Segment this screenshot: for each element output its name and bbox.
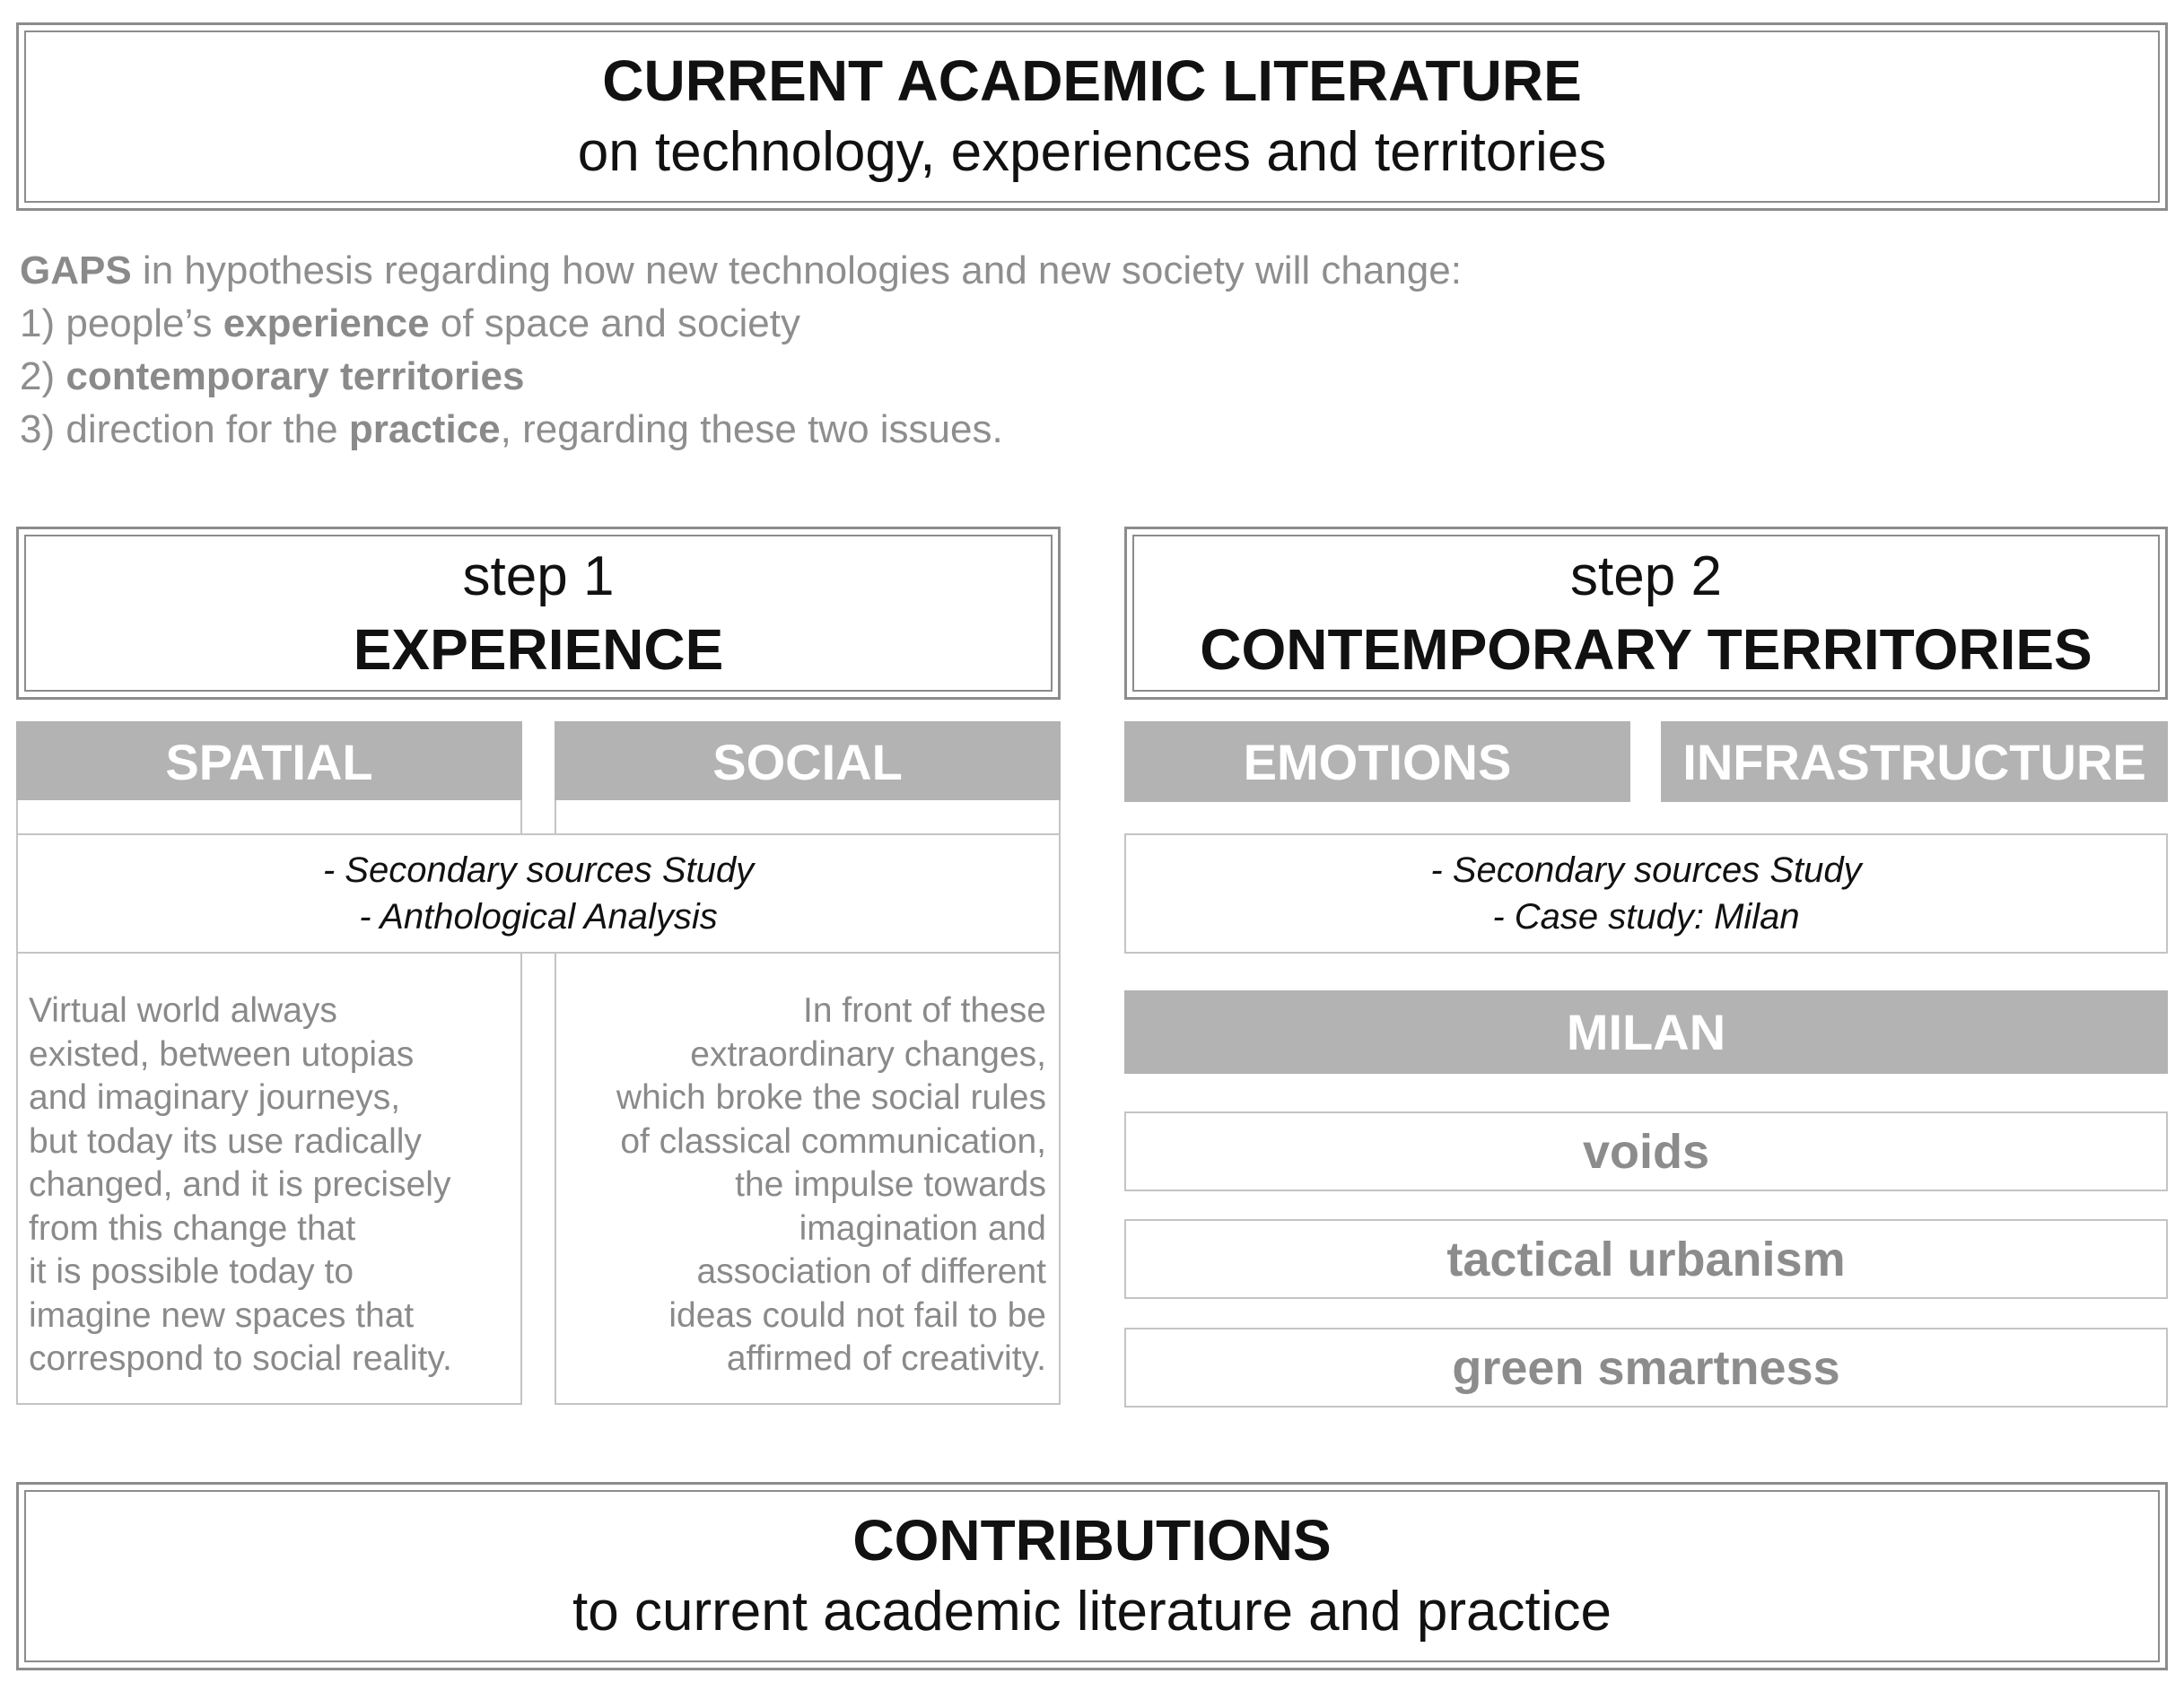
- gaps-1-bold: experience: [223, 301, 430, 345]
- spatial-line: Virtual world always: [29, 991, 337, 1030]
- header-title: CURRENT ACADEMIC LITERATURE: [602, 48, 1582, 113]
- social-line: affirmed of creativity.: [726, 1339, 1046, 1378]
- step2-box: [1124, 527, 2168, 700]
- social-line: ideas could not fail to be: [668, 1295, 1046, 1335]
- step1-method-2: - Anthological Analysis: [359, 897, 718, 937]
- spatial-line: changed, and it is precisely: [29, 1165, 451, 1204]
- social-line: which broke the social rules: [616, 1078, 1046, 1117]
- spatial-line: from this change that: [29, 1208, 356, 1248]
- milan-bar: MILAN: [1124, 990, 2168, 1074]
- header-box: [16, 22, 2168, 211]
- gaps-line-intro: [20, 244, 1725, 297]
- gaps-1-pre: 1) people’s: [20, 301, 223, 345]
- gaps-3-bold: practice: [348, 407, 501, 451]
- spatial-description: [29, 989, 510, 1382]
- step2-label: step 2: [1570, 545, 1722, 608]
- item-tactical-urbanism: tactical urbanism: [1124, 1219, 2168, 1299]
- gaps-line-1: [20, 297, 1725, 350]
- gaps-3-post: , regarding these two issues.: [500, 407, 1003, 451]
- step1-label: step 1: [462, 545, 615, 608]
- spatial-description-box: [16, 952, 522, 1405]
- gaps-line-3: [20, 403, 1725, 456]
- gaps-intro-rest: in hypothesis regarding how new technologies and new society will change:: [131, 248, 1462, 292]
- gaps-text: [20, 244, 1725, 456]
- tab-emotions: EMOTIONS: [1124, 721, 1630, 802]
- contributions-box: [16, 1482, 2168, 1670]
- social-description: [565, 989, 1046, 1382]
- social-line: association of different: [696, 1252, 1046, 1291]
- step2-methods-box: [1124, 833, 2168, 954]
- social-line: extraordinary changes,: [690, 1034, 1046, 1074]
- gaps-2-pre: 2): [20, 354, 66, 398]
- spatial-line: but today its use radically: [29, 1121, 422, 1161]
- gaps-1-post: of space and society: [429, 301, 800, 345]
- spatial-line: imagine new spaces that: [29, 1295, 415, 1335]
- tab-spatial: SPATIAL: [16, 721, 522, 802]
- gaps-line-2: [20, 350, 1725, 403]
- step1-method-1: - Secondary sources Study: [322, 850, 755, 890]
- step2-title: CONTEMPORARY TERRITORIES: [1200, 616, 2092, 682]
- social-line: of classical communication,: [620, 1121, 1046, 1161]
- header-subtitle: on technology, experiences and territories: [577, 120, 1607, 183]
- gaps-2-bold: contemporary territories: [66, 354, 525, 398]
- social-line: In front of these: [802, 991, 1046, 1030]
- step1-title: EXPERIENCE: [353, 616, 724, 682]
- tab-social: SOCIAL: [555, 721, 1061, 802]
- spatial-tab-strip: [16, 800, 522, 835]
- contributions-subtitle: to current academic literature and practice: [572, 1580, 1612, 1643]
- social-tab-strip: [555, 800, 1061, 835]
- tab-infrastructure: INFRASTRUCTURE: [1661, 721, 2168, 802]
- social-description-box: [555, 952, 1061, 1405]
- item-green-smartness: green smartness: [1124, 1328, 2168, 1408]
- gaps-keyword: GAPS: [20, 248, 132, 292]
- gaps-3-pre: 3) direction for the: [20, 407, 349, 451]
- social-line: imagination and: [799, 1208, 1046, 1248]
- social-line: the impulse towards: [735, 1165, 1046, 1204]
- step2-method-2: - Case study: Milan: [1492, 897, 1800, 937]
- spatial-line: correspond to social reality.: [29, 1339, 452, 1378]
- spatial-line: it is possible today to: [29, 1252, 354, 1291]
- step1-methods-box: [16, 833, 1061, 954]
- contributions-title: CONTRIBUTIONS: [852, 1507, 1332, 1573]
- step2-method-1: - Secondary sources Study: [1430, 850, 1862, 890]
- step1-box: [16, 527, 1061, 700]
- spatial-line: and imaginary journeys,: [29, 1078, 401, 1117]
- spatial-line: existed, between utopias: [29, 1034, 415, 1074]
- item-voids: voids: [1124, 1111, 2168, 1191]
